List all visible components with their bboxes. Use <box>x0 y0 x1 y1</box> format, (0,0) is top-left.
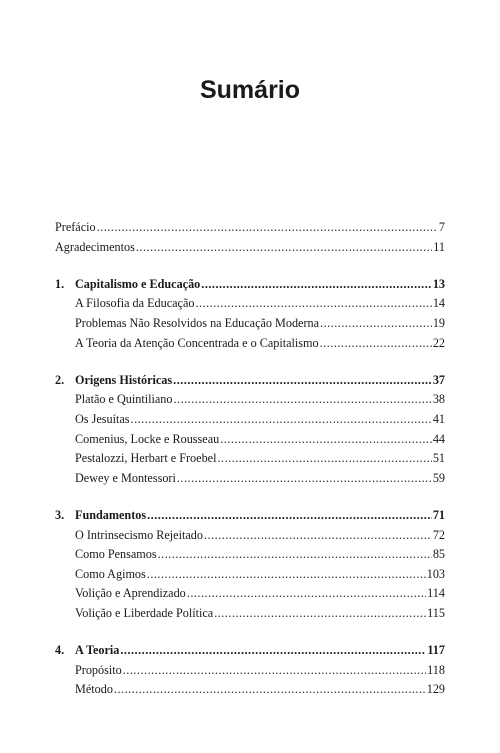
entry-page: 118 <box>427 662 445 677</box>
dot-leader <box>187 586 426 601</box>
toc-entry-prefacio[interactable] <box>55 220 445 240</box>
entry-page: 38 <box>432 392 445 407</box>
toc-section[interactable] <box>55 682 445 702</box>
entry-label: A Filosofia da Educação <box>75 296 195 311</box>
entry-page: 103 <box>426 566 445 581</box>
dot-leader <box>214 606 426 621</box>
entry-label: Os Jesuítas <box>75 411 130 426</box>
entry-label: Como Pensamos <box>75 547 157 562</box>
toc-section[interactable] <box>55 451 445 471</box>
toc-section[interactable] <box>55 296 445 316</box>
dot-leader <box>131 412 432 427</box>
toc-entry-agradecimentos[interactable] <box>55 240 445 260</box>
toc-section[interactable] <box>55 316 445 336</box>
dot-leader <box>97 220 438 235</box>
table-of-contents <box>55 220 445 702</box>
dot-leader <box>173 392 431 407</box>
toc-section[interactable] <box>55 663 445 683</box>
chapter-title: Origens Históricas <box>75 372 173 387</box>
dot-leader <box>320 336 432 351</box>
toc-section[interactable] <box>55 586 445 606</box>
dot-leader <box>177 471 432 486</box>
entry-label: A Teoria da Atenção Concentrada e o Capitalismo <box>75 335 319 350</box>
entry-page: 114 <box>427 586 445 601</box>
toc-chapter-1[interactable] <box>55 277 445 297</box>
entry-page: 37 <box>432 372 445 387</box>
dot-leader <box>114 682 426 697</box>
dot-leader <box>220 432 432 447</box>
entry-label: Platão e Quintiliano <box>75 392 173 407</box>
dot-leader <box>120 643 426 658</box>
entry-page: 13 <box>432 276 445 291</box>
toc-chapter-4[interactable] <box>55 643 445 663</box>
dot-leader <box>320 316 432 331</box>
dot-leader <box>136 240 432 255</box>
entry-page: 71 <box>432 507 445 522</box>
chapter-number: 4. <box>55 643 65 658</box>
entry-label: Pestalozzi, Herbart e Froebel <box>75 451 217 466</box>
entry-page: 115 <box>427 605 445 620</box>
entry-page: 14 <box>432 296 445 311</box>
chapter-number: 1. <box>55 276 65 291</box>
entry-label: Volição e Liberdade Política <box>75 605 214 620</box>
entry-label: Comenius, Locke e Rousseau <box>75 431 220 446</box>
entry-page: 72 <box>432 527 445 542</box>
dot-leader <box>123 663 426 678</box>
dot-leader <box>217 451 431 466</box>
entry-label: Método <box>75 682 113 697</box>
entry-page: 85 <box>432 547 445 562</box>
entry-label: Volição e Aprendizado <box>75 586 186 601</box>
chapter-number: 2. <box>55 372 65 387</box>
toc-section[interactable] <box>55 528 445 548</box>
entry-label: Agradecimentos <box>55 239 135 254</box>
toc-section[interactable] <box>55 412 445 432</box>
page-title: Sumário <box>199 76 301 104</box>
chapter-number: 3. <box>55 507 65 522</box>
entry-page: 59 <box>432 470 445 485</box>
entry-page: 129 <box>426 682 445 697</box>
toc-section[interactable] <box>55 336 445 356</box>
entry-label: Problemas Não Resolvidos na Educação Moderna <box>75 315 320 330</box>
spacer <box>55 625 445 643</box>
toc-section[interactable] <box>55 547 445 567</box>
toc-section[interactable] <box>55 471 445 491</box>
entry-page: 22 <box>432 335 445 350</box>
entry-page: 41 <box>432 411 445 426</box>
chapter-title: Capitalismo e Educação <box>75 276 201 291</box>
entry-page: 117 <box>427 643 445 658</box>
toc-section[interactable] <box>55 432 445 452</box>
entry-page: 44 <box>432 431 445 446</box>
entry-page: 7 <box>438 220 445 234</box>
dot-leader <box>147 567 426 582</box>
dot-leader <box>204 528 432 543</box>
toc-section[interactable] <box>55 392 445 412</box>
entry-label: Como Agimos <box>75 566 146 581</box>
dot-leader <box>201 277 432 292</box>
entry-page: 19 <box>432 315 445 330</box>
dot-leader <box>147 508 432 523</box>
spacer <box>55 259 445 277</box>
entry-page: 51 <box>432 451 445 466</box>
entry-label: Propósito <box>75 662 122 677</box>
chapter-title: A Teoria <box>75 643 120 658</box>
toc-chapter-2[interactable] <box>55 373 445 393</box>
dot-leader <box>158 547 432 562</box>
spacer <box>55 490 445 508</box>
toc-section[interactable] <box>55 606 445 626</box>
entry-label: Prefácio <box>55 220 96 234</box>
toc-section[interactable] <box>55 567 445 587</box>
entry-label: Dewey e Montessori <box>75 470 176 485</box>
toc-chapter-3[interactable] <box>55 508 445 528</box>
dot-leader <box>173 373 432 388</box>
spacer <box>55 355 445 373</box>
dot-leader <box>195 296 431 311</box>
entry-label: O Intrinsecismo Rejeitado <box>75 527 203 542</box>
entry-page: 11 <box>433 239 445 254</box>
chapter-title: Fundamentos <box>75 507 147 522</box>
